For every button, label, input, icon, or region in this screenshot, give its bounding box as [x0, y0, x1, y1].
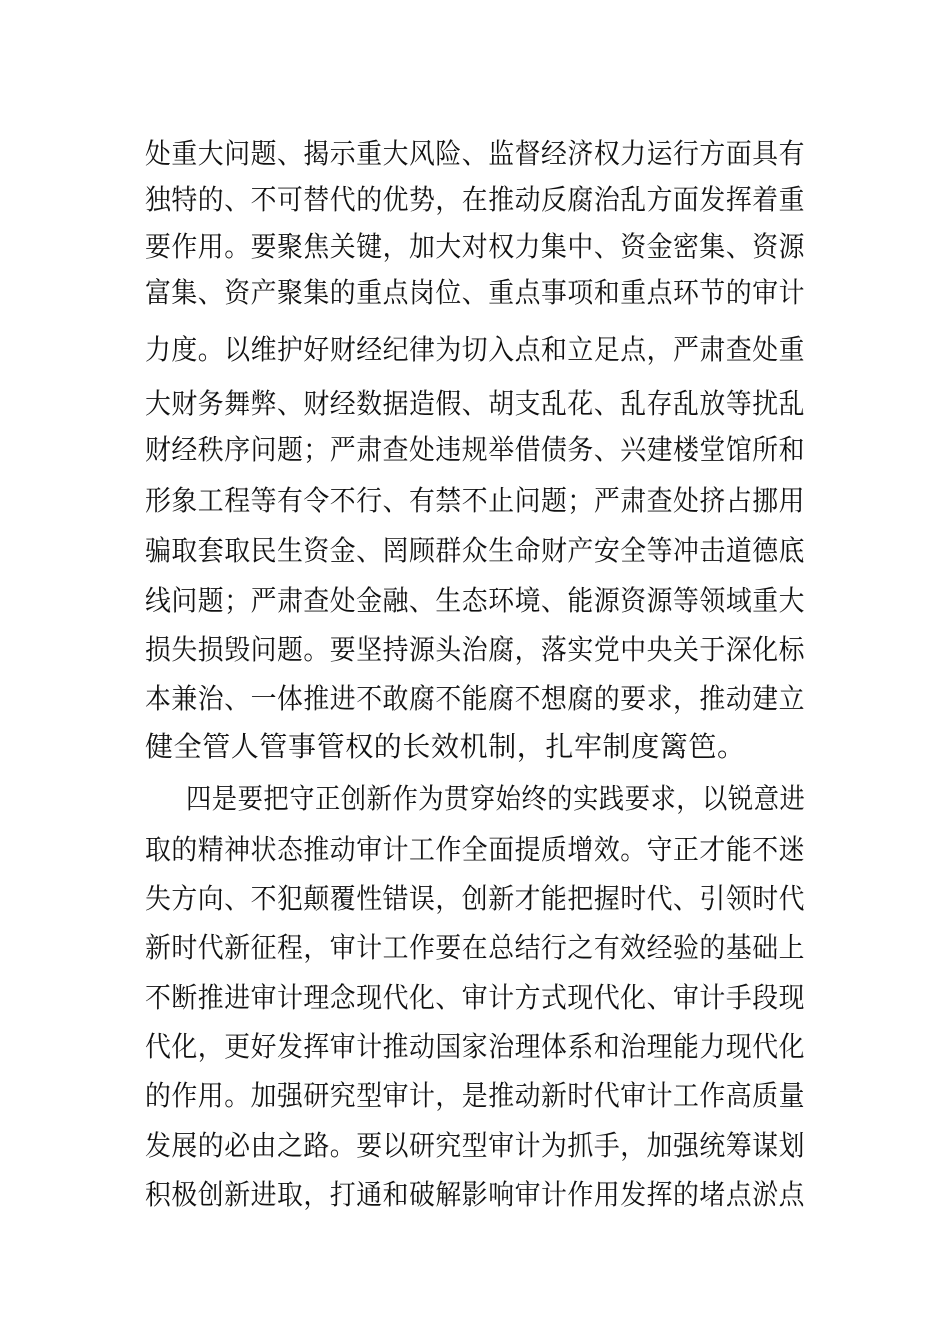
text-line: 代化，更好发挥审计推动国家治理体系和治理能力现代化	[145, 1030, 806, 1063]
text-line: 新时代新征程，审计工作要在总结行之有效经验的基础上	[145, 931, 806, 964]
paragraph-start-line: 四是要把守正创新作为贯穿始终的实践要求，以锐意进	[186, 782, 806, 815]
text-line: 失方向、不犯颠覆性错误，创新才能把握时代、引领时代	[145, 882, 806, 915]
text-line: 积极创新进取，打通和破解影响审计作用发挥的堵点淤点	[145, 1178, 806, 1211]
text-line: 线问题；严肃查处金融、生态环境、能源资源等领域重大	[145, 584, 806, 617]
text-line: 处重大问题、揭示重大风险、监督经济权力运行方面具有	[145, 137, 806, 170]
text-line: 骗取套取民生资金、罔顾群众生命财产安全等冲击道德底	[145, 534, 806, 567]
text-line: 本兼治、一体推进不敢腐不能腐不想腐的要求，推动建立	[145, 682, 806, 715]
text-line: 形象工程等有令不行、有禁不止问题；严肃查处挤占挪用	[145, 484, 806, 517]
text-line: 取的精神状态推动审计工作全面提质增效。守正才能不迷	[145, 833, 806, 866]
text-line: 财经秩序问题；严肃查处违规举借债务、兴建楼堂馆所和	[145, 433, 806, 466]
text-line: 健全管人管事管权的长效机制，扎牢制度篱笆。	[145, 730, 746, 763]
text-line: 发展的必由之路。要以研究型审计为抓手，加强统筹谋划	[145, 1129, 806, 1162]
text-line: 力度。以维护好财经纪律为切入点和立足点，严肃查处重	[145, 333, 806, 366]
text-line: 大财务舞弊、财经数据造假、胡支乱花、乱存乱放等扰乱	[145, 387, 806, 420]
text-line: 独特的、不可替代的优势，在推动反腐治乱方面发挥着重	[145, 183, 806, 216]
text-line: 的作用。加强研究型审计，是推动新时代审计工作高质量	[145, 1079, 806, 1112]
text-line: 不断推进审计理念现代化、审计方式现代化、审计手段现	[145, 981, 806, 1014]
text-line: 富集、资产聚集的重点岗位、重点事项和重点环节的审计	[145, 276, 806, 309]
text-line: 要作用。要聚焦关键，加大对权力集中、资金密集、资源	[145, 230, 806, 263]
text-line: 损失损毁问题。要坚持源头治腐，落实党中央关于深化标	[145, 633, 806, 666]
